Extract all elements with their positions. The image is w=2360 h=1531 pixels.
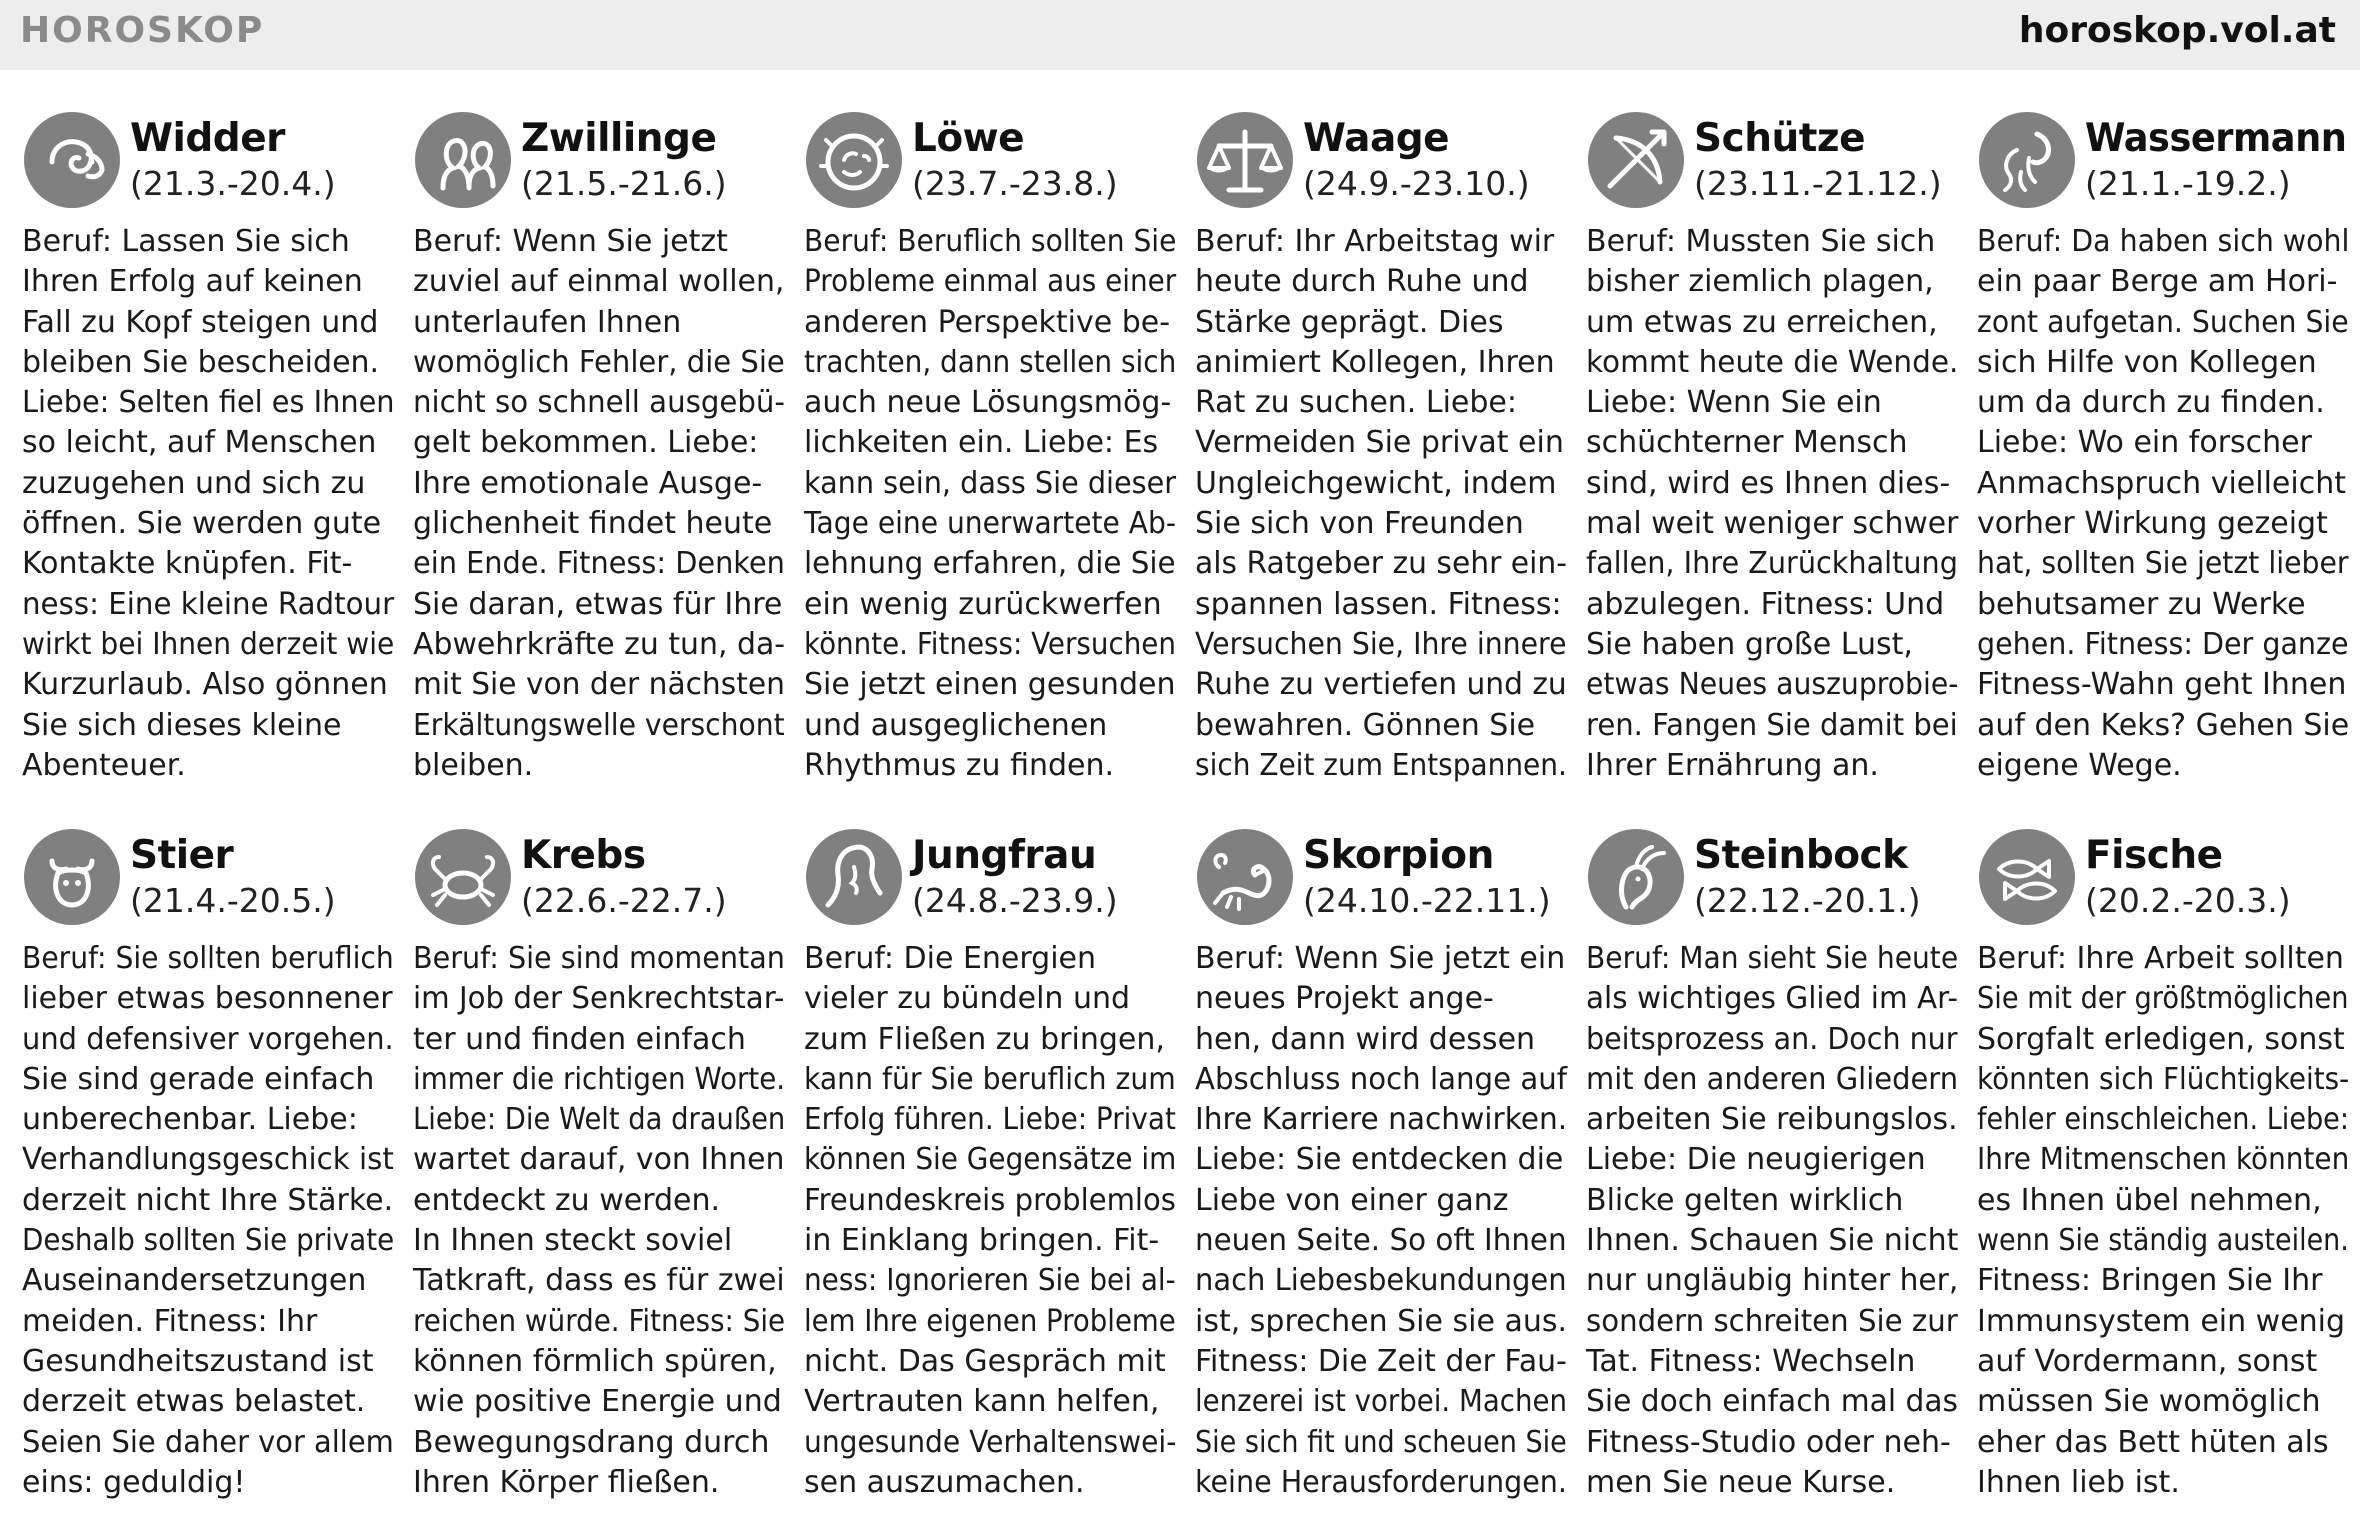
text-line: Beruf: Ihr Arbeitstag wir (1195, 224, 1555, 259)
section-title: HOROSKOP (20, 10, 265, 51)
text-line: Beruf: Wenn Sie jetzt ein (1195, 941, 1566, 976)
text-line: könnte. Fitness: Versuchen (804, 626, 1176, 662)
text-line: in Einklang bringen. Fit- (804, 1223, 1160, 1259)
text-line: Vermeiden Sie privat ein (1195, 425, 1564, 461)
text-line: Versuchen Sie, Ihre innere (1195, 626, 1567, 662)
text-line: Abschluss noch lange auf (1195, 1061, 1568, 1097)
text-line: zum Fließen zu bringen, (804, 1021, 1165, 1057)
text-line: Blicke gelten wirklich (1586, 1182, 1904, 1218)
sign-name: Krebs (521, 833, 646, 878)
text-line: lenzerei ist vorbei. Machen (1195, 1384, 1567, 1420)
text-line: bisher ziemlich plagen, (1586, 264, 1934, 300)
text-line: können Sie Gegensätze im (804, 1142, 1177, 1178)
text-line: als Ratgeber zu sehr ein- (1195, 546, 1567, 582)
text-line: sen auszumachen. (804, 1464, 1085, 1500)
fish-icon (1977, 827, 2077, 927)
sign-name: Fische (2085, 833, 2223, 878)
text-line: Liebe: Selten fiel es Ihnen (22, 385, 395, 421)
text-line: wie positive Energie und (413, 1384, 782, 1420)
goat-icon (1586, 827, 1686, 927)
text-line: können förmlich spüren, (413, 1343, 777, 1379)
text-line: ness: Ignorieren Sie bei al- (804, 1263, 1176, 1299)
text-line: lehnung erfahren, die Sie (804, 546, 1176, 582)
horoscope-text (413, 222, 785, 786)
text-line: Liebe: Sie entdecken die (1195, 1142, 1564, 1178)
text-line: Ihren Erfolg auf keinen (22, 264, 363, 300)
text-line: animiert Kollegen, Ihren (1195, 344, 1555, 380)
sign-dates: (23.7.-23.8.) (912, 164, 1118, 203)
horoscope-text (1977, 939, 2349, 1503)
text-line: sind, wird es Ihnen dies- (1586, 465, 1951, 501)
text-line: lichkeiten ein. Liebe: Es (804, 425, 1159, 461)
text-line: bleiben Sie bescheiden. (22, 344, 380, 380)
text-line: abzulegen. Fitness: Und (1586, 586, 1945, 622)
text-line: als wichtiges Glied im Ar- (1586, 981, 1959, 1017)
horoscope-text (1195, 939, 1567, 1503)
sign-dates: (22.6.-22.7.) (521, 881, 727, 920)
text-line: wirkt bei Ihnen derzeit wie (22, 626, 395, 662)
text-line: Sie sich fit und scheuen Sie (1195, 1424, 1567, 1460)
text-line: eher das Bett hüten als (1977, 1424, 2329, 1460)
text-line: öffnen. Sie werden gute (22, 506, 382, 542)
text-line: Ungleichgewicht, indem (1195, 465, 1557, 501)
text-line: ungesunde Verhaltenswei- (804, 1424, 1177, 1460)
text-line: fallen, Ihre Zurückhaltung (1586, 546, 1958, 582)
text-line: könnten sich Flüchtigkeits- (1977, 1061, 2350, 1097)
text-line: Fitness: Die Zeit der Fau- (1195, 1343, 1567, 1379)
sign-dates: (22.12.-20.1.) (1694, 881, 1921, 920)
text-line: vorher Wirkung gezeigt (1977, 506, 2328, 542)
text-line: nicht so schnell ausgebü- (413, 385, 785, 421)
sign-name: Steinbock (1694, 833, 1908, 878)
text-line: Erfolg führen. Liebe: Privat (804, 1102, 1176, 1138)
text-line: Beruf: Mussten Sie sich (1586, 224, 1936, 259)
text-line: vieler zu bündeln und (804, 981, 1131, 1017)
text-line: Sie sich von Freunden (1195, 506, 1524, 542)
sign-dates: (21.5.-21.6.) (521, 164, 727, 203)
text-line: Beruf: Wenn Sie jetzt (413, 224, 728, 259)
text-line: Sie sich dieses kleine (22, 707, 342, 743)
text-line: Verhandlungsgeschick ist (22, 1142, 394, 1178)
text-line: auch neue Lösungsmög- (804, 385, 1172, 421)
sign-dates: (21.1.-19.2.) (2085, 164, 2291, 203)
text-line: um da durch zu finden. (1977, 385, 2325, 421)
horoscope-text (804, 939, 1176, 1503)
text-line: Beruf: Ihre Arbeit sollten (1977, 941, 2344, 976)
scorpion-icon (1195, 827, 1295, 927)
twins-icon (413, 110, 513, 210)
text-line: und defensiver vorgehen. (22, 1021, 394, 1057)
text-line: anderen Perspektive be- (804, 304, 1171, 340)
text-line: hat, sollten Sie jetzt lieber (1977, 546, 2349, 582)
text-line: Freundeskreis problemlos (804, 1182, 1176, 1218)
text-line: Vertrauten kann helfen, (804, 1384, 1160, 1420)
text-line: sondern schreiten Sie zur (1586, 1303, 1958, 1339)
sign-dates: (20.2.-20.3.) (2085, 881, 2291, 920)
text-line: behutsamer zu Werke (1977, 586, 2306, 622)
text-line: zuzugehen und sich zu (22, 465, 366, 501)
text-line: Beruf: Beruflich sollten Sie (804, 224, 1177, 259)
text-line: Sie mit der größtmöglichen (1977, 981, 2349, 1017)
text-line: Liebe: Die Welt da draußen (413, 1102, 786, 1138)
header-bar (0, 0, 2360, 70)
sign-name: Zwillinge (521, 116, 717, 161)
text-line: nur ungläubig hinter her, (1586, 1263, 1959, 1299)
text-line: nicht. Das Gespräch mit (804, 1343, 1166, 1379)
text-line: Ihrer Ernährung an. (1586, 747, 1879, 783)
horoscope-text (413, 939, 785, 1503)
text-line: spannen lassen. Fitness: (1195, 586, 1562, 622)
text-line: Beruf: Lassen Sie sich (22, 224, 350, 259)
horoscope-text (1195, 222, 1567, 786)
text-line: Liebe von einer ganz (1195, 1182, 1509, 1218)
sign-name: Jungfrau (912, 833, 1097, 878)
sign-dates: (23.11.-21.12.) (1694, 164, 1942, 203)
text-line: Liebe: Wenn Sie ein (1586, 385, 1882, 421)
text-line: womöglich Fehler, die Sie (413, 344, 785, 380)
text-line: Erkältungswelle verschont (413, 707, 785, 743)
text-line: Liebe: Wo ein forscher (1977, 425, 2312, 461)
text-line: Ihre Karriere nachwirken. (1195, 1102, 1568, 1138)
text-line: ter und finden einfach (413, 1021, 746, 1057)
text-line: Kontakte knüpfen. Fit- (22, 546, 353, 582)
text-line: Sie jetzt einen gesunden (804, 667, 1176, 703)
horoscope-text (22, 222, 394, 786)
text-line: Sorgfalt erledigen, sonst (1977, 1021, 2345, 1057)
text-line: Auseinandersetzungen (22, 1263, 367, 1299)
horoscope-text (1977, 222, 2349, 786)
sign-dates: (24.8.-23.9.) (912, 881, 1118, 920)
text-line: Sie haben große Lust, (1586, 626, 1913, 662)
text-line: Sie doch einfach mal das (1586, 1384, 1959, 1420)
text-line: auf den Keks? Gehen Sie (1977, 707, 2350, 743)
text-line: ist, sprechen Sie sie aus. (1195, 1303, 1568, 1339)
text-line: Rhythmus zu finden. (804, 747, 1115, 783)
text-line: mit den anderen Gliedern (1586, 1061, 1959, 1097)
text-line: wartet darauf, von Ihnen (413, 1142, 785, 1178)
site-url: horoskop.vol.at (2018, 10, 2336, 51)
water-bearer-icon (1977, 110, 2077, 210)
crab-icon (413, 827, 513, 927)
text-line: heute durch Ruhe und (1195, 264, 1529, 300)
text-line: Ihre Mitmenschen könnten (1977, 1142, 2350, 1178)
text-line: entdeckt zu werden. (413, 1182, 721, 1218)
text-line: Seien Sie daher vor allem (22, 1424, 394, 1460)
text-line: Abwehrkräfte zu tun, da- (413, 626, 786, 662)
text-line: Abenteuer. (22, 747, 186, 783)
text-line: um etwas zu erreichen, (1586, 304, 1938, 340)
sign-name: Stier (130, 833, 234, 878)
text-line: wenn Sie ständig austeilen. (1977, 1223, 2349, 1259)
text-line: glichenheit findet heute (413, 506, 773, 542)
text-line: Sie sind gerade einfach (22, 1061, 375, 1097)
text-line: Kurzurlaub. Also gönnen (22, 667, 388, 703)
text-line: unterlaufen Ihnen (413, 304, 682, 340)
text-line: zuviel auf einmal wollen, (413, 264, 785, 300)
horoscope-text (1586, 222, 1958, 786)
text-line: eigene Wege. (1977, 747, 2182, 783)
text-line: Tatkraft, dass es für zwei (413, 1263, 785, 1299)
text-line: keine Herausforderungen. (1195, 1464, 1567, 1500)
bull-icon (22, 827, 122, 927)
text-line: kann für Sie beruflich zum (804, 1061, 1176, 1097)
text-line: Immunsystem ein wenig (1977, 1303, 2346, 1339)
text-line: Fall zu Kopf steigen und (22, 304, 379, 340)
text-line: derzeit etwas belastet. (22, 1384, 366, 1420)
text-line: ein wenig zurückwerfen (804, 586, 1162, 622)
text-line: beitsprozess an. Doch nur (1586, 1021, 1958, 1057)
text-line: kommt heute die Wende. (1586, 344, 1959, 380)
text-line: arbeiten Sie reibungslos. (1586, 1102, 1958, 1138)
sign-name: Widder (130, 116, 285, 161)
sign-name: Löwe (912, 116, 1025, 161)
text-line: In Ihnen steckt soviel (413, 1223, 733, 1259)
text-line: Anmachspruch vielleicht (1977, 465, 2346, 501)
sign-name: Schütze (1694, 116, 1866, 161)
text-line: eins: geduldig! (22, 1464, 246, 1500)
text-line: Ruhe zu vertiefen und zu (1195, 667, 1567, 703)
text-line: Tat. Fitness: Wechseln (1586, 1343, 1916, 1379)
text-line: Ihnen lieb ist. (1977, 1464, 2180, 1500)
horoscope-text (804, 222, 1176, 786)
text-line: Beruf: Da haben sich wohl (1977, 224, 2350, 259)
text-line: zont aufgetan. Suchen Sie (1977, 304, 2349, 340)
text-line: Beruf: Sie sollten beruflich (22, 941, 394, 976)
text-line: lem Ihre eigenen Probleme (804, 1303, 1176, 1339)
text-line: etwas Neues auszuprobie- (1586, 667, 1959, 703)
text-line: hen, dann wird dessen (1195, 1021, 1536, 1057)
text-line: nach Liebesbekundungen (1195, 1263, 1567, 1299)
text-line: müssen Sie womöglich (1977, 1384, 2321, 1420)
text-line: immer die richtigen Worte. (413, 1061, 786, 1097)
text-line: Fitness: Bringen Sie Ihr (1977, 1263, 2323, 1299)
sign-name: Waage (1303, 116, 1450, 161)
sign-name: Wassermann (2085, 116, 2347, 161)
text-line: Probleme einmal aus einer (804, 264, 1177, 300)
text-line: lieber etwas besonnener (22, 981, 393, 1017)
text-line: trachten, dann stellen sich (804, 344, 1177, 380)
text-line: Ihren Körper fließen. (413, 1464, 720, 1500)
text-line: bewahren. Gönnen Sie (1195, 707, 1536, 743)
text-line: und ausgeglichenen (804, 707, 1108, 743)
text-line: Fitness-Wahn geht Ihnen (1977, 667, 2347, 703)
text-line: ness: Eine kleine Radtour (22, 586, 395, 622)
text-line: sich Hilfe von Kollegen (1977, 344, 2317, 380)
sign-dates: (24.9.-23.10.) (1303, 164, 1530, 203)
text-line: schüchterner Mensch (1586, 425, 1908, 461)
text-line: derzeit nicht Ihre Stärke. (22, 1182, 394, 1218)
text-line: Gesundheitszustand ist (22, 1343, 374, 1379)
text-line: reichen würde. Fitness: Sie (413, 1303, 786, 1339)
text-line: sich Zeit zum Entspannen. (1195, 747, 1567, 783)
text-line: Ihnen. Schauen Sie nicht (1586, 1223, 1959, 1259)
scales-icon (1195, 110, 1295, 210)
text-line: mit Sie von der nächsten (413, 667, 785, 703)
text-line: meiden. Fitness: Ihr (22, 1303, 318, 1339)
text-line: Fitness-Studio oder neh- (1586, 1424, 1951, 1460)
text-line: Bewegungsdrang durch (413, 1424, 770, 1460)
text-line: so leicht, auf Menschen (22, 425, 377, 461)
text-line: gehen. Fitness: Der ganze (1977, 626, 2349, 662)
text-line: kann sein, dass Sie dieser (804, 465, 1177, 501)
text-line: Sie daran, etwas für Ihre (413, 586, 783, 622)
sign-dates: (24.10.-22.11.) (1303, 881, 1551, 920)
text-line: men Sie neue Kurse. (1586, 1464, 1896, 1500)
text-line: Liebe: Die neugierigen (1586, 1142, 1926, 1178)
text-line: unberechenbar. Liebe: (22, 1102, 358, 1138)
sign-dates: (21.3.-20.4.) (130, 164, 336, 203)
text-line: fehler einschleichen. Liebe: (1977, 1102, 2349, 1138)
text-line: gelt bekommen. Liebe: (413, 425, 759, 461)
sign-name: Skorpion (1303, 833, 1494, 878)
text-line: Stärke geprägt. Dies (1195, 304, 1504, 340)
lion-icon (804, 110, 904, 210)
text-line: ein paar Berge am Hori- (1977, 264, 2338, 300)
text-line: Ihre emotionale Ausge- (413, 465, 763, 501)
virgin-icon (804, 827, 904, 927)
ram-icon (22, 110, 122, 210)
text-line: Rat zu suchen. Liebe: (1195, 385, 1517, 421)
text-line: Deshalb sollten Sie private (22, 1223, 395, 1259)
text-line: Beruf: Die Energien (804, 941, 1097, 976)
sign-dates: (21.4.-20.5.) (130, 881, 336, 920)
text-line: Beruf: Man sieht Sie heute (1586, 941, 1959, 976)
text-line: bleiben. (413, 747, 534, 783)
text-line: es Ihnen übel nehmen, (1977, 1182, 2322, 1218)
text-line: auf Vordermann, sonst (1977, 1343, 2318, 1379)
text-line: im Job der Senkrechtstar- (413, 981, 785, 1017)
text-line: neuen Seite. So oft Ihnen (1195, 1223, 1567, 1259)
text-line: ein Ende. Fitness: Denken (413, 546, 785, 582)
horoscope-text (1586, 939, 1958, 1503)
horoscope-text (22, 939, 394, 1503)
bow-arrow-icon (1586, 110, 1686, 210)
text-line: ren. Fangen Sie damit bei (1586, 707, 1958, 743)
text-line: Beruf: Sie sind momentan (413, 941, 785, 976)
text-line: neues Projekt ange- (1195, 981, 1494, 1017)
text-line: Tage eine unerwartete Ab- (804, 506, 1177, 542)
text-line: mal weit weniger schwer (1586, 506, 1959, 542)
